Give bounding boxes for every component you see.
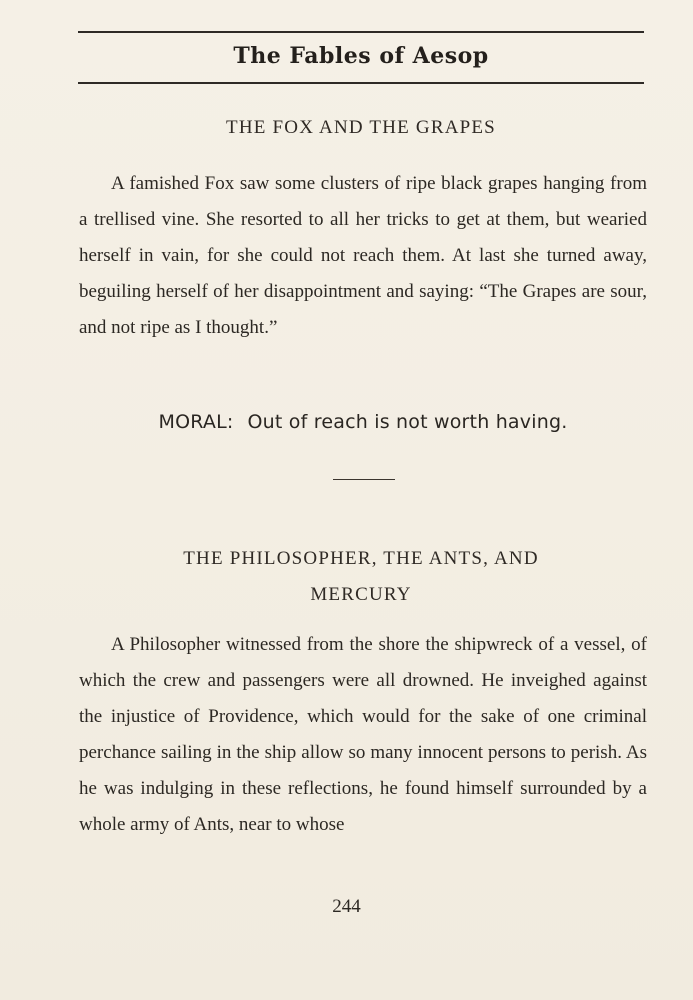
moral-line <box>78 411 648 433</box>
moral-text: Out of reach is not worth having. <box>247 411 568 433</box>
running-title: The Fables of Aesop <box>233 43 489 69</box>
fable-title-philosopher-ants-mercury: THE PHILOSOPHER, THE ANTS, AND MERCURY <box>183 548 539 605</box>
fable-body-philosopher: A Philosopher witnessed from the shore the shipwreck of a vessel, of which the crew and passengers were all drowned. He inveighed against the injustice of Providence, which would for the sake of one criminal perchance sailing in the ship allow so many innocent persons to perish. As he was indulging in these reflections, he found himself surrounded by a whole army of Ants, near to whose <box>79 634 647 835</box>
running-header <box>78 31 644 84</box>
fable-body-fox-grapes: A famished Fox saw some clusters of ripe black grapes hanging from a trellised vine. She resorted to all her tricks to get at them, but wearied herself in vain, for she could not reach them. At last she turned away, beguiling herself of her disappointment and saying: “The Grapes are sour, and not ripe as I thought.” <box>79 173 647 338</box>
moral-label: MORAL: <box>158 411 234 433</box>
page-number: 244 <box>332 896 361 917</box>
fable-title-fox-grapes: THE FOX AND THE GRAPES <box>226 117 496 138</box>
section-divider <box>333 479 395 480</box>
